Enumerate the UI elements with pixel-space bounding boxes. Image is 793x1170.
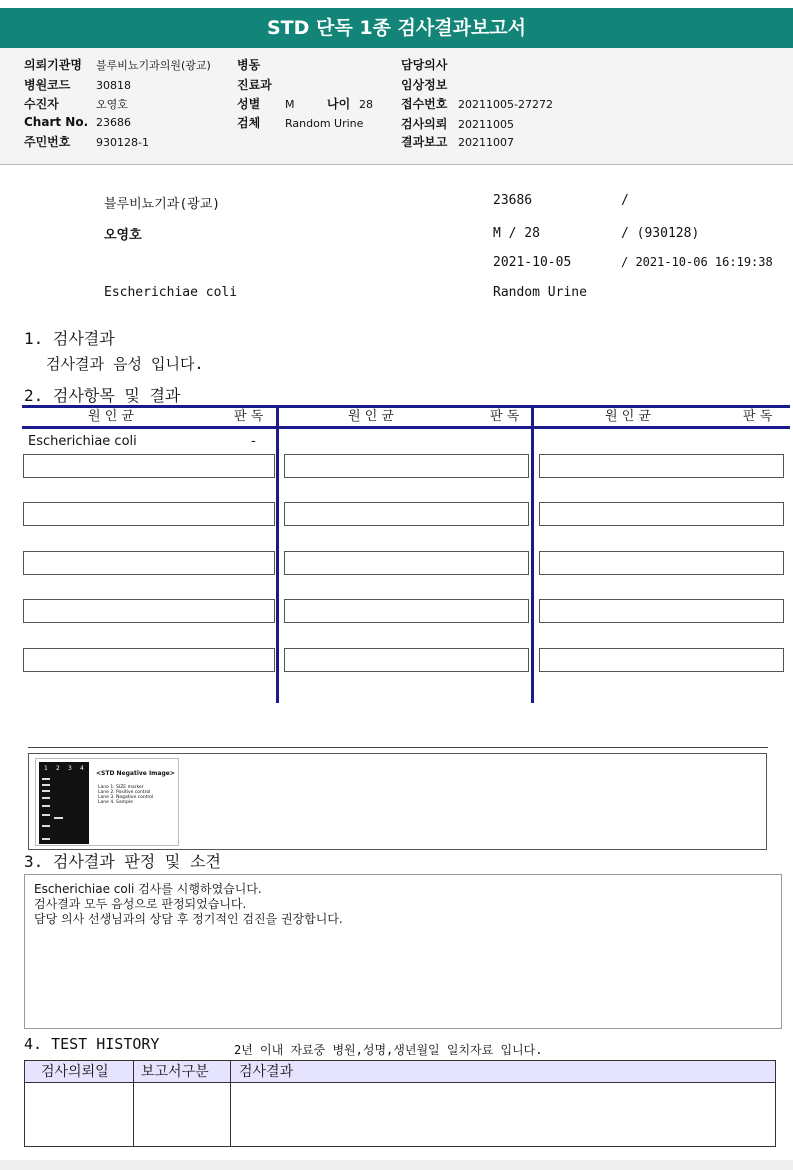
result-cell xyxy=(539,502,784,526)
result-cell xyxy=(284,454,529,478)
institution-label: 의뢰기관명 xyxy=(24,58,82,72)
age-value: 28 xyxy=(359,98,373,111)
result-cell xyxy=(23,454,275,478)
header-organism-1: 원 인 균 xyxy=(88,409,134,424)
footer-bar xyxy=(0,1160,793,1170)
hospital-code-value: 30818 xyxy=(96,79,131,92)
result-table-header xyxy=(22,405,790,429)
sex-label: 성별 xyxy=(237,97,261,111)
result-cell xyxy=(284,599,529,623)
doctor-row xyxy=(401,56,447,73)
specimen-label: 검체 xyxy=(237,116,261,130)
report-date-row xyxy=(401,133,514,150)
summary-sex-age: M / 28 xyxy=(493,226,540,241)
marker-band xyxy=(42,790,50,792)
age-label: 나이 xyxy=(327,97,351,111)
summary-specimen: Random Urine xyxy=(493,285,587,300)
marker-band xyxy=(42,784,50,786)
result-cell xyxy=(284,648,529,672)
clinical-info-label: 임상정보 xyxy=(401,78,448,92)
gel-legend-item: Lane 2. Positive control xyxy=(98,790,151,795)
header-organism-2: 원 인 균 xyxy=(348,409,394,424)
section-1-title: 1. 검사결과 xyxy=(24,329,115,348)
opinion-box xyxy=(24,874,782,1029)
result-cell xyxy=(284,551,529,575)
divider-line xyxy=(28,747,768,748)
gel-image-card xyxy=(35,758,179,846)
history-note: 2년 이내 자료중 병원,성명,생년월일 일치자료 입니다. xyxy=(234,1043,543,1057)
report-title: STD 단독 1종 검사결과보고서 xyxy=(0,8,793,48)
patient-row xyxy=(24,95,128,112)
ward-row xyxy=(237,56,260,73)
column-divider xyxy=(276,405,279,703)
chart-no-label: Chart No. xyxy=(24,115,89,129)
history-column-divider xyxy=(230,1061,231,1146)
reception-no-label: 접수번호 xyxy=(401,97,448,111)
marker-band xyxy=(42,805,50,807)
result-cell xyxy=(284,502,529,526)
reception-no-row xyxy=(401,95,553,112)
marker-band xyxy=(42,797,50,799)
institution-row xyxy=(24,56,211,73)
chart-no-row xyxy=(24,115,131,129)
header-judgement-3: 판 독 xyxy=(743,409,773,424)
request-date-label: 검사의뢰 xyxy=(401,117,448,131)
result-cell xyxy=(539,454,784,478)
history-table-header xyxy=(25,1061,775,1083)
lane-number: 2 xyxy=(56,765,60,772)
summary-report-datetime: / 2021-10-06 16:19:38 xyxy=(621,255,773,269)
ward-label: 병동 xyxy=(237,58,261,72)
specimen-row xyxy=(237,114,363,131)
result-judgement: - xyxy=(251,434,256,449)
patient-label: 수진자 xyxy=(24,97,59,111)
specimen-value: Random Urine xyxy=(285,117,364,130)
department-label: 진료과 xyxy=(237,78,272,92)
lane-number: 4 xyxy=(80,765,84,772)
section-2-title: 2. 검사항목 및 결과 xyxy=(24,386,181,405)
sex-value: M xyxy=(285,98,295,111)
result-summary-text: 검사결과 음성 입니다. xyxy=(46,355,204,373)
history-header-report-type: 보고서구분 xyxy=(141,1064,209,1080)
resident-no-label: 주민번호 xyxy=(24,135,71,149)
clinical-info-row xyxy=(401,76,447,93)
result-cell xyxy=(23,599,275,623)
marker-band xyxy=(42,814,50,816)
opinion-line: 담당 의사 선생님과의 상담 후 정기적인 검진을 권장합니다. xyxy=(34,912,343,926)
marker-band xyxy=(42,838,50,840)
result-organism: Escherichiae coli xyxy=(28,434,137,449)
summary-test-name: Escherichiae coli xyxy=(104,285,238,300)
result-cell xyxy=(23,502,275,526)
header-judgement-2: 판 독 xyxy=(490,409,520,424)
gel-legend-item: Lane 4. Sample xyxy=(98,800,133,805)
section-3-title: 3. 검사결과 판정 및 소견 xyxy=(24,852,221,871)
header-organism-3: 원 인 균 xyxy=(605,409,651,424)
summary-birth: / (930128) xyxy=(621,226,700,241)
opinion-line: 검사결과 모두 음성으로 판정되었습니다. xyxy=(34,897,247,911)
gel-image-frame xyxy=(28,753,767,850)
summary-request-date: 2021-10-05 xyxy=(493,255,572,270)
sex-row xyxy=(237,95,373,112)
result-cell xyxy=(539,648,784,672)
column-divider xyxy=(531,405,534,703)
summary-clinic: 블루비뇨기과(광교) xyxy=(104,197,221,212)
report-date-value: 20211007 xyxy=(458,136,514,149)
marker-band xyxy=(42,778,50,780)
summary-patient-name: 오영호 xyxy=(104,228,142,243)
summary-chart-no: 23686 xyxy=(493,193,533,208)
marker-band xyxy=(42,825,50,827)
gel-legend-item: Lane 3. Negative control xyxy=(98,795,154,800)
institution-value: 블루비뇨기과의원(광교) xyxy=(96,59,211,72)
lane-number: 1 xyxy=(44,765,48,772)
header-judgement-1: 판 독 xyxy=(234,409,264,424)
history-header-request-date: 검사의뢰일 xyxy=(41,1064,109,1080)
request-date-row xyxy=(401,115,514,132)
result-cell xyxy=(23,551,275,575)
history-column-divider xyxy=(133,1061,134,1146)
result-cell xyxy=(23,648,275,672)
department-row xyxy=(237,76,272,93)
resident-no-value: 930128-1 xyxy=(96,136,149,149)
result-cell xyxy=(539,599,784,623)
section-4-title: 4. TEST HISTORY xyxy=(24,1035,160,1053)
doctor-label: 담당의사 xyxy=(401,58,448,72)
hospital-code-row xyxy=(24,76,131,93)
chart-no-value: 23686 xyxy=(96,116,131,129)
resident-no-row xyxy=(24,133,149,150)
summary-chart-separator: / xyxy=(621,193,629,208)
history-header-result: 검사결과 xyxy=(239,1064,294,1080)
gel-legend-item: Lane 1. SIZE marker xyxy=(98,785,144,790)
gel-electrophoresis-image xyxy=(39,762,89,844)
request-date-value: 20211005 xyxy=(458,118,514,131)
report-date-label: 결과보고 xyxy=(401,135,448,149)
result-cell xyxy=(539,551,784,575)
lane-number: 3 xyxy=(68,765,72,772)
opinion-line: Escherichiae coli 검사를 시행하였습니다. xyxy=(34,882,262,896)
hospital-code-label: 병원코드 xyxy=(24,78,71,92)
patient-value: 오영호 xyxy=(96,98,128,111)
header-info-panel xyxy=(0,48,793,165)
history-table xyxy=(24,1060,776,1147)
positive-control-band xyxy=(54,817,63,819)
reception-no-value: 20211005-27272 xyxy=(458,98,553,111)
gel-image-title: <STD Negative Image> xyxy=(96,770,175,777)
